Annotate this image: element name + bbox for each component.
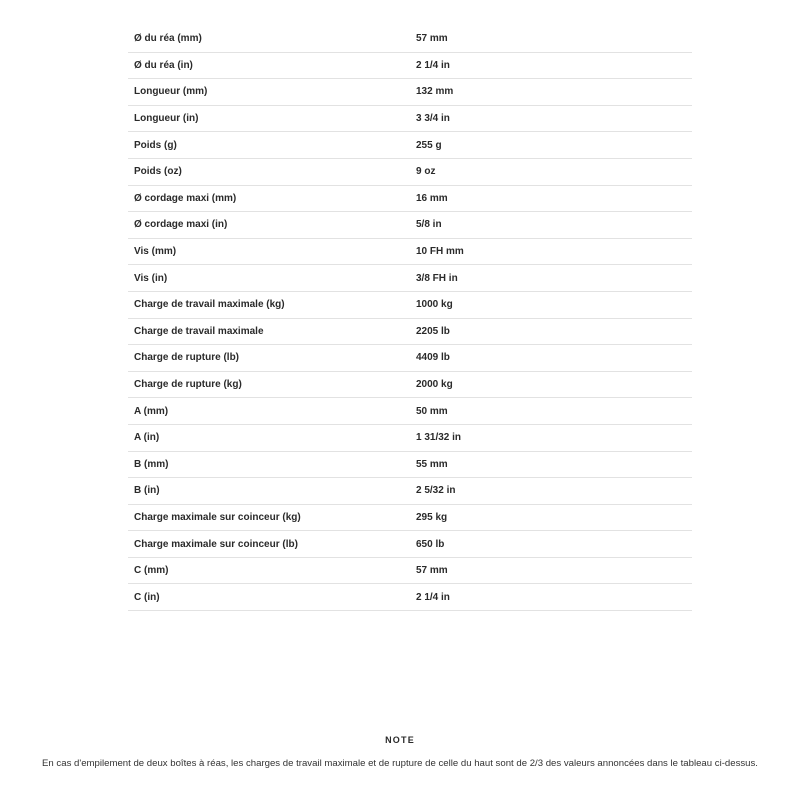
note-title: NOTE [385, 735, 415, 745]
spec-value: 2 1/4 in [416, 591, 450, 603]
spec-label: B (in) [134, 485, 160, 497]
spec-row [128, 452, 692, 479]
spec-label: Ø cordage maxi (mm) [134, 192, 237, 204]
spec-value: 50 mm [416, 405, 448, 417]
spec-value: 5/8 in [416, 219, 442, 231]
spec-label: Poids (oz) [134, 166, 182, 178]
spec-label: C (in) [134, 591, 160, 603]
spec-label: Charge de rupture (lb) [134, 352, 240, 364]
spec-value: 255 g [416, 139, 442, 151]
spec-row [128, 106, 692, 133]
spec-row [128, 292, 692, 319]
spec-row [128, 132, 692, 159]
spec-label: Ø du réa (in) [134, 59, 193, 71]
spec-row [128, 265, 692, 292]
spec-label: Ø cordage maxi (in) [134, 219, 228, 231]
spec-row [128, 505, 692, 532]
spec-row [128, 531, 692, 558]
spec-row [128, 319, 692, 346]
spec-row [128, 478, 692, 505]
spec-value: 16 mm [416, 192, 448, 204]
spec-label: Charge maximale sur coinceur (lb) [134, 538, 298, 550]
spec-table [128, 26, 692, 611]
spec-value: 1 31/32 in [416, 432, 462, 444]
spec-row [128, 425, 692, 452]
spec-label: Longueur (mm) [134, 86, 208, 98]
spec-value: 2 1/4 in [416, 59, 450, 71]
spec-value: 57 mm [416, 565, 448, 577]
spec-label: Charge de rupture (kg) [134, 379, 242, 391]
spec-label: Vis (mm) [134, 246, 177, 258]
spec-value: 2205 lb [416, 325, 450, 337]
spec-row [128, 79, 692, 106]
spec-label: Ø du réa (mm) [134, 33, 202, 45]
spec-value: 55 mm [416, 458, 448, 470]
spec-label: Charge de travail maximale [134, 325, 264, 337]
spec-value: 650 lb [416, 538, 445, 550]
spec-label: Longueur (in) [134, 113, 199, 125]
spec-value: 2 5/32 in [416, 485, 456, 497]
spec-label: A (in) [134, 432, 160, 444]
spec-row [128, 398, 692, 425]
spec-row [128, 239, 692, 266]
spec-label: Poids (g) [134, 139, 177, 151]
spec-value: 9 oz [416, 166, 436, 178]
spec-value: 3/8 FH in [416, 272, 458, 284]
spec-row [128, 345, 692, 372]
spec-label: A (mm) [134, 405, 169, 417]
spec-row [128, 26, 692, 53]
spec-label: Vis (in) [134, 272, 168, 284]
note-text: En cas d'empilement de deux boîtes à réas, les charges de travail maximale et de rupture de celle du haut sont de 2/3 des valeurs annoncées dans le tableau ci-dessus. [42, 758, 758, 769]
spec-value: 3 3/4 in [416, 113, 450, 125]
spec-label: C (mm) [134, 565, 169, 577]
spec-value: 57 mm [416, 33, 448, 45]
spec-value: 4409 lb [416, 352, 450, 364]
spec-row [128, 159, 692, 186]
spec-row [128, 53, 692, 80]
spec-row [128, 212, 692, 239]
spec-row [128, 186, 692, 213]
spec-label: B (mm) [134, 458, 169, 470]
spec-value: 132 mm [416, 86, 454, 98]
spec-label: Charge de travail maximale (kg) [134, 299, 285, 311]
spec-label: Charge maximale sur coinceur (kg) [134, 511, 301, 523]
spec-row [128, 372, 692, 399]
spec-value: 2000 kg [416, 379, 453, 391]
spec-row [128, 558, 692, 585]
spec-value: 1000 kg [416, 299, 453, 311]
spec-row [128, 584, 692, 611]
spec-value: 295 kg [416, 511, 448, 523]
spec-value: 10 FH mm [416, 246, 464, 258]
